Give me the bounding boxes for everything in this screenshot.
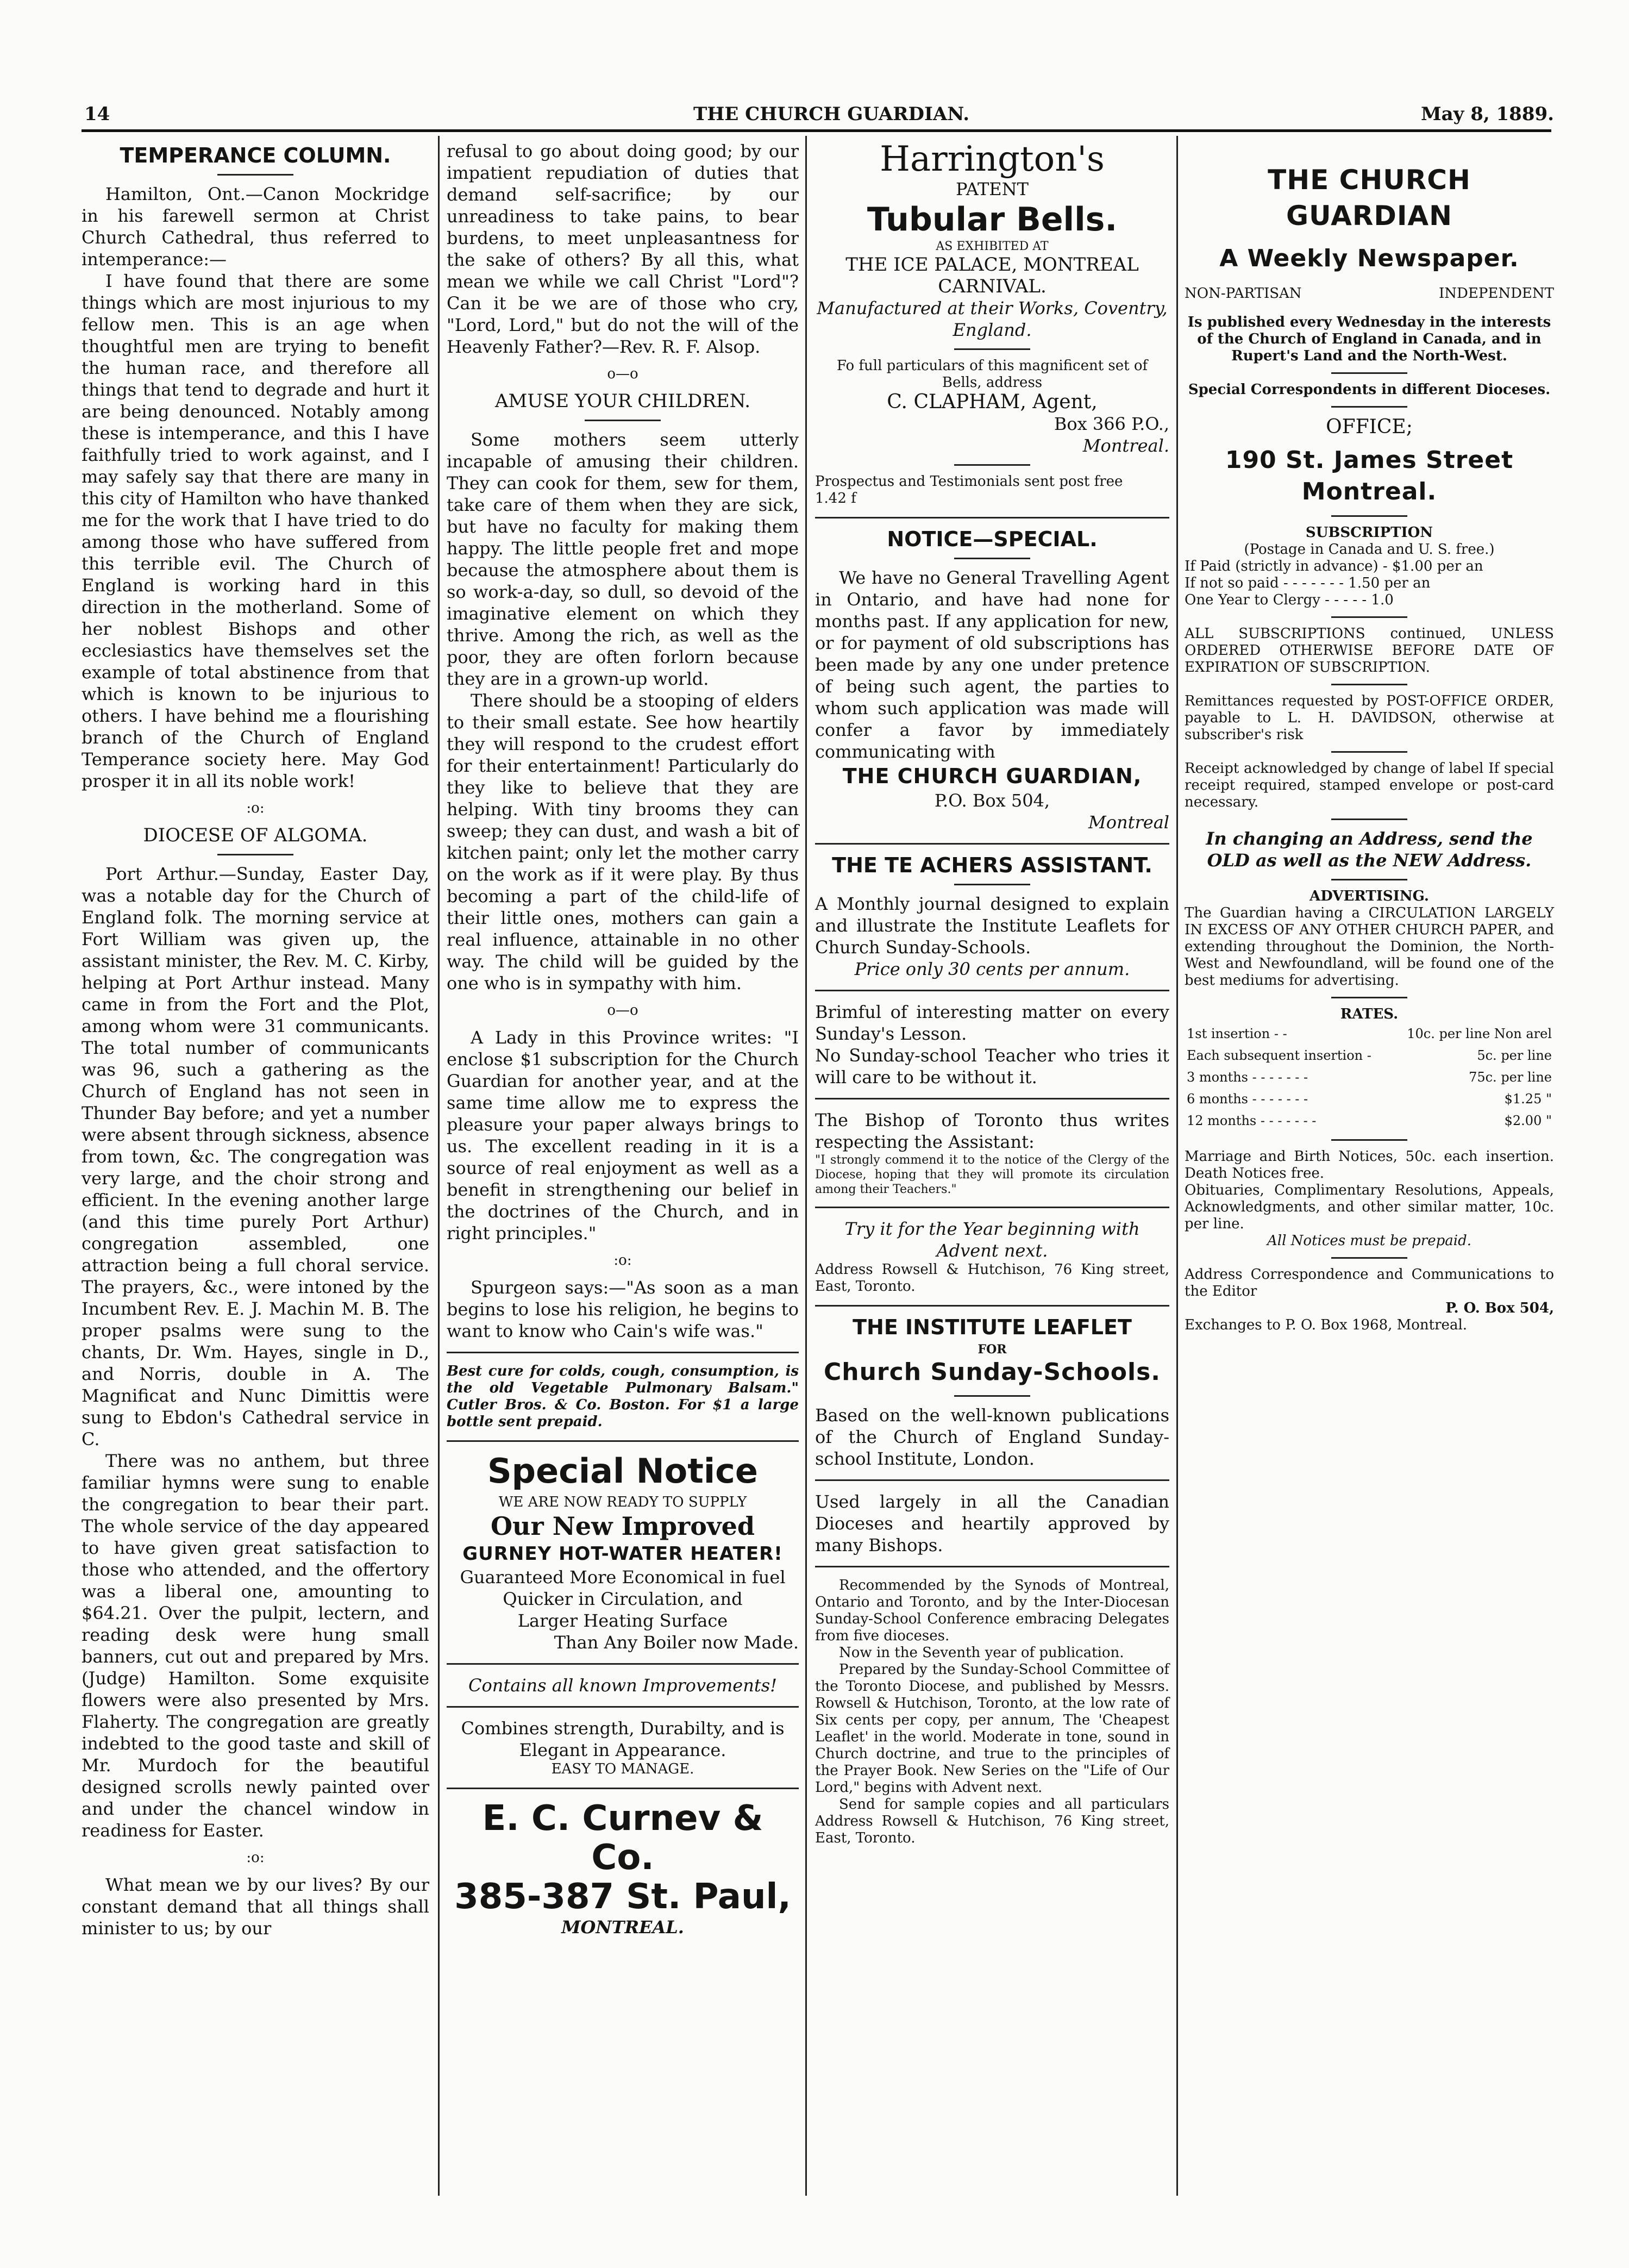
correspondents-notice: Special Correspondents in different Dioceses. [1188,382,1551,398]
notice-line: P.O. Box 504, [934,790,1050,811]
divider [1331,406,1407,408]
teachers-line: Try it for the Year beginning with Advent next. [844,1219,1140,1261]
amuse-heading: AMUSE YOUR CHILDREN. [494,390,751,412]
independent-label: INDEPENDENT [1439,285,1554,302]
institute-line: Recommended by the Synods of Montreal, Ontario and Toronto, and by the Inter-Diocesan Sunday-School Conference embracing Delegates from five dioceses. [815,1577,1169,1644]
harrington-line: AS EXHIBITED AT [936,240,1049,253]
amuse-body-2: There should be a stooping of elders to their small estate. See how heartily they will respond to the crudest effort for their entertainment! Particularly do they like to believe that they are helping. With tiny brooms they can sweep; they can dust, and wash a bit of kitchen paint; only let the mother carry on the work as if it were play. By thus becoming a part of the child-life of their little ones, mothers can gain a real influence, attainable in no other way. The child will be guided by the one who is in sympathy with him. [447,690,799,994]
balsam-ad: Best cure for colds, cough, consumption, is the old Vegetable Pulmonary Balsam." Cutler Bros. & Co. Boston. For $1 a large bottle sent prepaid. [447,1363,799,1430]
teachers-line: Brimful of interesting matter on every Sunday's Lesson. [815,1002,1169,1044]
divider [1331,751,1407,753]
office-label: OFFICE; [1326,416,1413,438]
curney-name: E. C. Curnev & Co. [482,1798,763,1878]
office-address: 190 St. James Street Montreal. [1225,446,1514,505]
guardian-title: THE CHURCH GUARDIAN [1268,164,1471,232]
notice-line: Montreal [1088,812,1169,833]
harrington-line: 1.42 f [815,490,856,507]
issue-date: May 8, 1889. [1420,103,1554,125]
harrington-line: Box 366 P.O., [1054,414,1169,434]
algoma-body: Port Arthur.—Sunday, Easter Day, was a notable day for the Church of England folk. The morning service at Fort William was given up, the assistant minister, the Rev. M. C. Kirby, helping at Port Arthur instead. Many came in from the Fort and the Plot, among whom were 31 communicants. The total number of communicants was 96, such a gathering as the Church of England has not seen in Thunder Bay before; and yet a number were absent through sickness, absence from town, &c. The congregation was very large, and the choir strong and efficient. In the evening another large (and this time purely Port Arthur) congregation assembled, one attraction being a full choral service. The prayers, &c., were intoned by the Incumbent Rev. E. J. Machin M. B. The proper psalms were sung to the chants, Dr. Wm. Hayes, single in D., and Norris, double in A. The Magnificat and Nunc Dimittis were sung to Ebdon's Cathedral service in C. [82,864,429,1449]
divider [815,517,1169,518]
rate-label: 6 months - - - - - - - [1187,1091,1308,1107]
column-1 [82,140,429,1939]
institute-line: Send for sample copies and all particulars Address Rowsell & Hutchison, 76 King street, East, Toronto. [815,1796,1169,1846]
divider [954,348,1030,350]
column-rule-3 [1176,136,1178,2196]
obituaries-notice: Obituaries, Complimentary Resolutions, Appeals, Acknowledgments, and other similar matter, 10c. per line. [1185,1182,1554,1232]
header-rule [82,129,1551,132]
ornament-divider: :o: [613,1252,632,1269]
heater-line: Guaranteed More Economical in fuel [460,1567,786,1588]
rate-value: 75c. per line [1469,1070,1552,1085]
harrington-line: Manufactured at their Works, Coventry, England. [817,298,1168,340]
rate-value: $1.25 " [1504,1091,1552,1107]
column-3 [815,140,1169,1847]
subscription-line: One Year to Clergy - - - - - 1.0 [1185,592,1394,608]
curney-address: 385-387 St. Paul, [454,1877,791,1917]
curney-city: MONTREAL. [561,1917,684,1938]
guardian-subtitle: A Weekly Newspaper. [1219,245,1519,272]
institute-sub: Church Sunday-Schools. [823,1358,1161,1386]
rate-label: 12 months - - - - - - - [1187,1113,1317,1128]
temperance-heading: TEMPERANCE COLUMN. [120,143,391,167]
harrington-line: PATENT [956,179,1029,199]
subscription-heading: SUBSCRIPTION [1305,524,1433,541]
divider [815,1305,1169,1307]
amuse-body: Some mothers seem utterly incapable of amusing their children. They can cook for them, sew for them, take care of them when they are sick, but have no faculty for making them happy. The little people fret and mope because the atmosphere about them is so work-a-day, so dull, so devoid of the imaginative element on which they thrive. Among the rich, as well as the poor, they are often forlorn because they are in a grown-up world. [447,429,799,689]
advertising-body: The Guardian having a CIRCULATION LARGELY IN EXCESS OF ANY OTHER CHURCH PAPER, and extending throughout the Dominion, the North-West and Newfoundland, will be found one of the best mediums for advertising. [1185,905,1554,989]
teachers-assistant-title: THE TE ACHERS ASSISTANT. [832,853,1152,877]
harrington-agent: C. CLAPHAM, Agent, [887,391,1098,413]
teachers-line: "I strongly commend it to the notice of the Clergy of the Diocese, hoping that they will promote its circulation among their Teachers." [815,1153,1169,1196]
receipt-notice: Receipt acknowledged by change of label If special receipt required, stamped envelope or post-card necessary. [1185,760,1554,810]
divider [1331,684,1407,685]
divider [1331,616,1407,618]
divider [447,1706,799,1708]
heater-line: Combines strength, Durabilty, and is Elegant in Appearance. [461,1718,785,1760]
divider [447,1663,799,1665]
advertising-heading: ADVERTISING. [1310,888,1429,904]
rate-label: Each subsequent insertion - [1187,1048,1371,1063]
rate-value: 5c. per line [1477,1048,1552,1063]
special-notice-title: Special Notice [487,1451,758,1491]
rate-row [1185,1066,1554,1088]
heater-line: Contains all known Improvements! [468,1675,777,1696]
divider [954,884,1030,885]
heater-line: EASY TO MANAGE. [551,1761,694,1777]
divider [1331,372,1407,374]
exchanges-address: Exchanges to P. O. Box 1968, Montreal. [1185,1317,1468,1333]
teachers-line: No Sunday-school Teacher who tries it will care to be without it. [815,1045,1169,1088]
divider [1331,1139,1407,1141]
teachers-line: Address Rowsell & Hutchison, 76 King street, East, Toronto. [815,1261,1169,1295]
rates-heading: RATES. [1340,1006,1399,1022]
divider [217,174,293,176]
rate-value: $2.00 " [1504,1113,1552,1128]
divider [217,854,293,855]
subscription-continued: ALL SUBSCRIPTIONS continued, UNLESS ORDERED OTHERWISE BEFORE DATE OF EXPIRATION OF SUBSCRIPTION. [1185,626,1554,676]
ornament-divider: :o: [246,800,265,816]
divider [1331,819,1407,820]
algoma-body-2: There was no anthem, but three familiar hymns were sung to enable the congregation to bear their part. The whole service of the day appeared to have given great satisfaction to those who attended, and the offertory was a liberal one, amounting to $64.21. Over the pulpit, lectern, and reading desk were hung small banners, cut out and prepared by Mrs. (Judge) Hamilton. Some exquisite flowers were also presented by Mrs. Flaherty. The congregation are greatly indebted to the good taste and skill of Mr. Murdoch for the beautiful designed scrolls newly painted over and under the chancel window in readiness for Easter. [82,1451,429,1841]
divider [954,558,1030,559]
divider [1331,515,1407,517]
masthead-title: THE CHURCH GUARDIAN. [693,103,970,125]
institute-leaflet-title: THE INSTITUTE LEAFLET [853,1315,1132,1339]
column-rule-1 [438,136,440,2196]
subscription-line: If not so paid - - - - - - - 1.50 per an [1185,575,1431,591]
rate-row [1185,1045,1554,1066]
teachers-line: The Bishop of Toronto thus writes respecting the Assistant: [815,1110,1169,1152]
remittances-notice: Remittances requested by POST-OFFICE ORDER, payable to L. H. DAVIDSON, otherwise at subscriber's risk [1185,693,1554,743]
institute-line: Based on the well-known publications of the Church of England Sunday-school Institute, London. [815,1405,1169,1469]
heater-line: Than Any Boiler now Made. [554,1632,799,1653]
harrington-title: Harrington's [880,139,1105,179]
rate-label: 1st insertion - - [1187,1026,1287,1041]
temperance-body: I have found that there are some things which are most injurious to my fellow men. This is an age when thoughtful men are trying to benefit the human race, and therefore all things that tend to degrade and hurt it are being denounced. Notably among these is intemperance, and this I have faithfully tried to work against, and I may safely say that there are many in this city of Hamilton who have thanked me for the work that I have tried to do among those who have suffered from this terrible evil. The Church of England is working hard in this direction in the motherland. Some of her noblest Bishops and other ecclesiastics have themselves set the example of total abstinence from that which is known to be injurious to others. I have behind me a flourishing branch of the Church of England Temperance society here. May God prosper it in all its noble work! [82,271,429,791]
published-notice: Is published every Wednesday in the interests of the Church of England in Canada, and in Rupert's Land and the North-West. [1187,314,1551,364]
column-4 [1185,140,1554,1334]
harrington-line: Prospectus and Testimonials sent post free [815,473,1123,490]
divider [815,843,1169,845]
ornament-divider: o—o [607,366,638,382]
column-rule-2 [805,136,807,2196]
harrington-line: Montreal. [1082,435,1169,456]
prepaid-notice: All Notices must be prepaid. [1267,1233,1471,1249]
divider [815,1098,1169,1099]
page-number: 14 [84,103,110,125]
divider [815,1479,1169,1481]
divider [1331,1257,1407,1259]
divider [815,1566,1169,1567]
heater-line: Our New Improved [490,1511,755,1541]
rate-value: 10c. per line Non arel [1407,1026,1552,1041]
correspondence-address: Address Correspondence and Communications to the Editor [1185,1266,1554,1299]
spurgeon-quote: Spurgeon says:—"As soon as a man begins to lose his religion, he begins to want to know who Cain's wife was." [447,1277,799,1341]
harrington-line: THE ICE PALACE, MONTREAL CARNIVAL. [845,254,1139,297]
rate-row [1185,1110,1554,1132]
divider [1331,879,1407,880]
institute-line: Used largely in all the Canadian Dioceses and heartily approved by many Bishops. [815,1491,1169,1555]
heater-line: Quicker in Circulation, and [503,1589,743,1609]
algoma-heading: DIOCESE OF ALGOMA. [143,824,368,846]
divider [815,990,1169,991]
divider [447,1440,799,1442]
po-box: P. O. Box 504, [1445,1300,1554,1316]
rate-row [1185,1023,1554,1045]
divider [815,1207,1169,1208]
rates-table [1185,1023,1554,1132]
teachers-line: Price only 30 cents per annum. [854,959,1130,979]
rate-row [1185,1088,1554,1110]
teachers-line: A Monthly journal designed to explain and illustrate the Institute Leaflets for Church Sunday-Schools. [815,894,1169,958]
marriage-notices: Marriage and Birth Notices, 50c. each insertion. Death Notices free. [1185,1148,1554,1182]
subscription-line: (Postage in Canada and U. S. free.) [1244,541,1495,558]
column-2 [447,140,799,1938]
notice-line: THE CHURCH GUARDIAN, [842,764,1142,788]
harrington-line: Fo full particulars of this magnificent set of Bells, address [836,358,1148,391]
institute-line: Prepared by the Sunday-School Committee of the Toronto Diocese, and published by Messrs. Rowsell & Hutchison, Toronto, at the low rate of Six cents per copy, per annum, The 'Cheapest Leaflet' in the world. Moderate in tone, sound in Church doctrine, and true to the principles of the Prayer Book. New Series on the "Life of Our Lord," begins with Advent next. [815,1661,1169,1796]
divider [954,1395,1030,1397]
tubular-bells: Tubular Bells. [867,201,1118,239]
nonpartisan-label: NON-PARTISAN [1185,285,1302,302]
institute-line: Now in the Seventh year of publication. [839,1645,1124,1661]
heater-line: WE ARE NOW READY TO SUPPLY [498,1494,747,1510]
divider [954,464,1030,466]
heater-name: GURNEY HOT-WATER HEATER! [462,1543,783,1565]
temperance-intro: Hamilton, Ont.—Canon Mockridge in his farewell sermon at Christ Church Cathedral, thus referred to intemperance:— [82,184,429,270]
lives-paragraph: What mean we by our lives? By our constant demand that all things shall minister to us; by our [82,1875,429,1939]
divider [1331,997,1407,998]
address-change-notice: In changing an Address, send the OLD as well as the NEW Address. [1206,828,1533,871]
heater-line: Larger Heating Surface [517,1610,728,1631]
divider [447,1352,799,1353]
notice-special-body: We have no General Travelling Agent in Ontario, and have had none for months past. If any application for new, or for payment of old subscriptions has been made by any one under pretence of being such agent, the parties to whom such application was made will confer a favor by immediately communicating with [815,567,1169,762]
notice-special-title: NOTICE—SPECIAL. [887,527,1098,551]
ornament-divider: o—o [607,1002,638,1019]
alsop-paragraph: refusal to go about doing good; by our impatient repudiation of duties that demand self-sacrifice; by our unreadiness to take pains, to bear burdens, to meet unpleasantness for the sake of others? By all this, what mean we while we call Christ "Lord"? Can it be we are of those who cry, "Lord, Lord," but do not the will of the Heavenly Father?—Rev. R. F. Alsop. [447,141,799,357]
subscription-line: If Paid (strictly in advance) - $1.00 per an [1185,558,1483,574]
divider [585,420,661,421]
ornament-divider: :o: [246,1850,265,1866]
institute-line: FOR [978,1342,1007,1357]
divider [447,1788,799,1789]
lady-letter: A Lady in this Province writes: "I enclose $1 subscription for the Church Guardian for another year, and at the same time allow me to express the pleasure your paper always brings to us. The excellent reading in it is a source of real enjoyment as well as a benefit in strengthening our belief in the doctrines of the Church, and in right principles." [447,1027,799,1244]
rate-label: 3 months - - - - - - - [1187,1070,1308,1085]
